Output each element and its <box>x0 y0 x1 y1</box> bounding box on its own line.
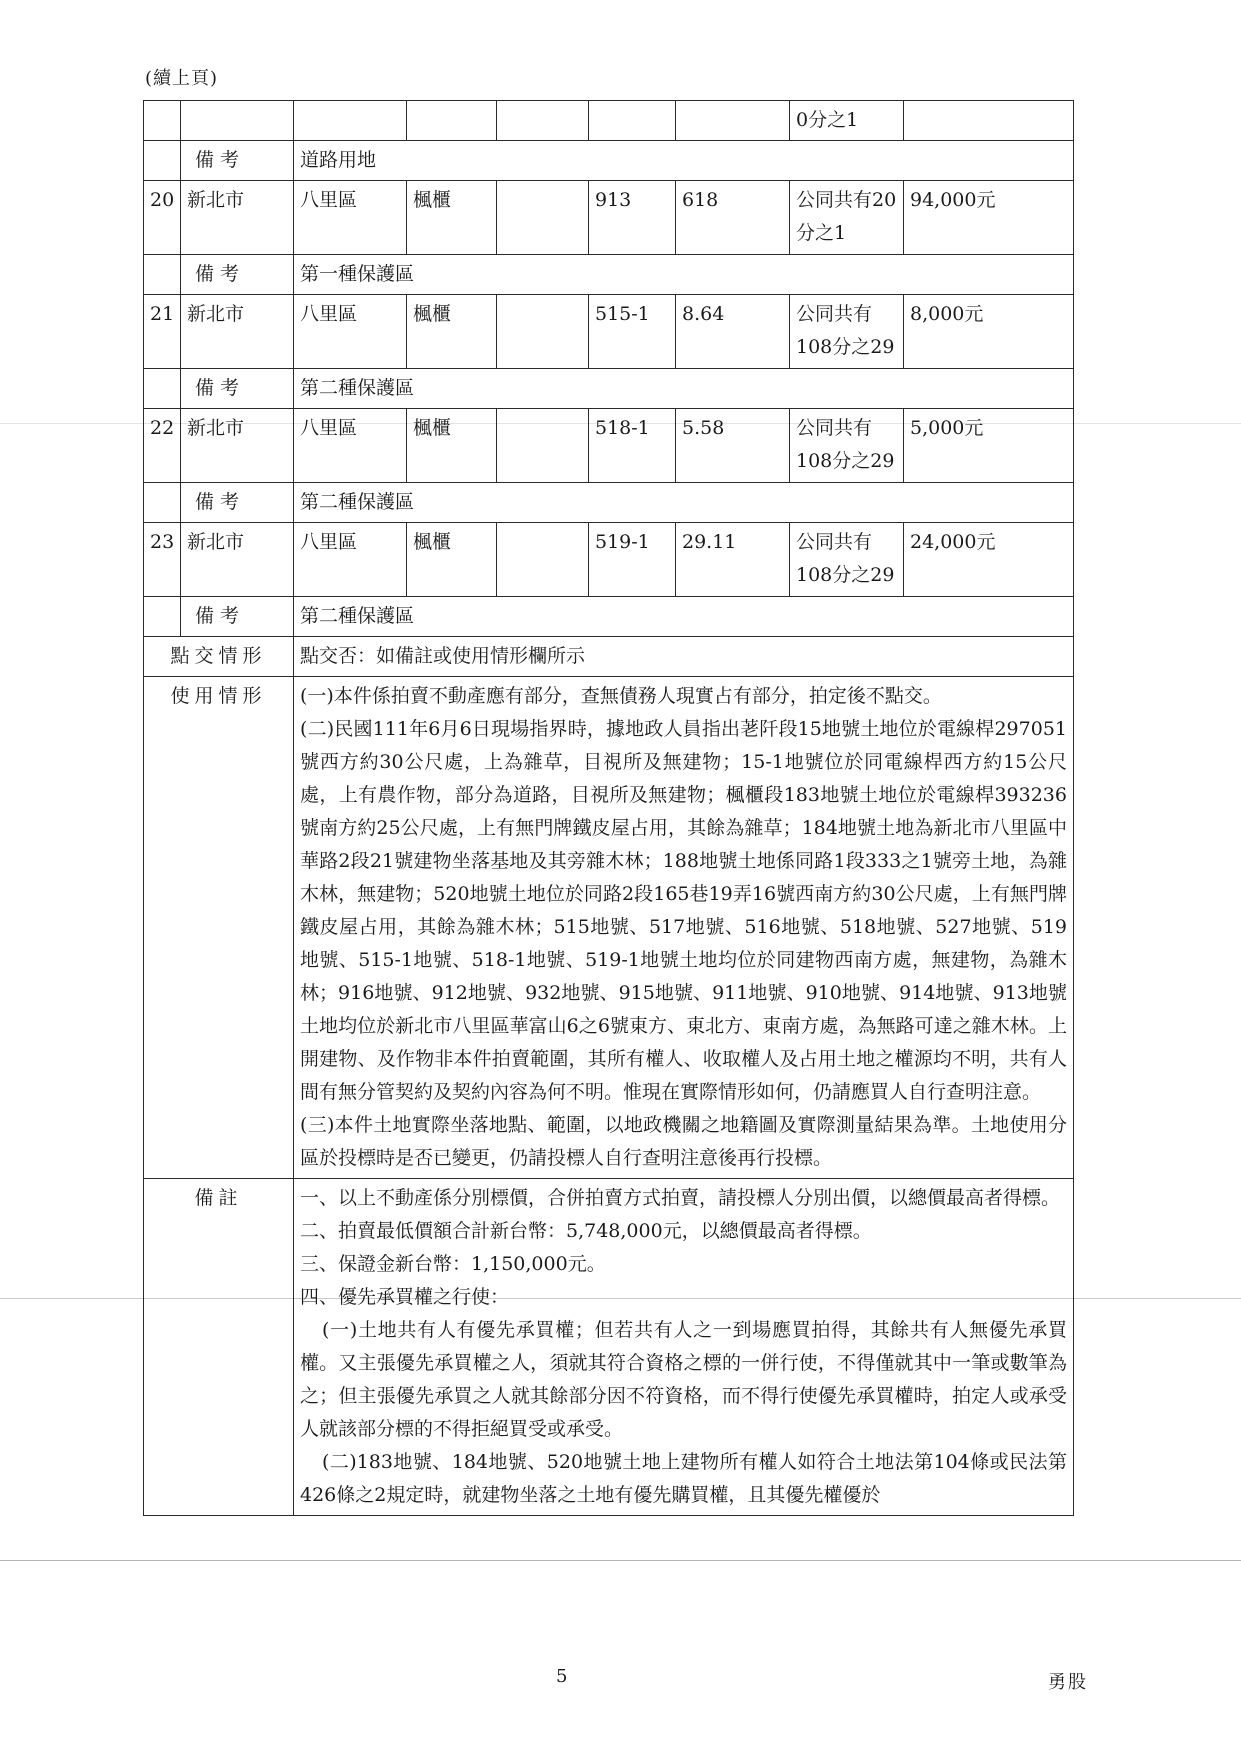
remark-value: 第二種保護區 <box>294 483 1074 523</box>
notes-content <box>294 1179 1074 1516</box>
notes-paragraph: 四、優先承買權之行使： <box>300 1286 510 1308</box>
share-cell: 0分之1 <box>790 101 904 141</box>
notes-paragraph: 三、保證金新台幣：1,150,000元。 <box>300 1253 606 1275</box>
subsection-cell <box>497 409 589 483</box>
city-cell: 新北市 <box>181 181 294 255</box>
district-cell: 八里區 <box>294 181 407 255</box>
section-cell: 楓櫃 <box>407 409 497 483</box>
subsection-cell <box>497 181 589 255</box>
lot-cell: 913 <box>589 181 676 255</box>
remark-label: 備考 <box>181 141 294 181</box>
remark-value: 第二種保護區 <box>294 597 1074 637</box>
handover-label: 點交情形 <box>144 637 294 677</box>
remark-row <box>144 141 1074 181</box>
lot-cell: 515-1 <box>589 295 676 369</box>
remark-value: 第二種保護區 <box>294 369 1074 409</box>
notes-paragraph: 一、以上不動產係分別標價，合併拍賣方式拍賣，請投標人分別出價，以總價最高者得標。 <box>300 1187 1061 1209</box>
division-seal-text: 勇股 <box>1048 1672 1088 1693</box>
district-cell: 八里區 <box>294 295 407 369</box>
price-cell: 8,000元 <box>904 295 1074 369</box>
district-cell: 八里區 <box>294 523 407 597</box>
usage-content <box>294 677 1074 1179</box>
city-cell: 新北市 <box>181 409 294 483</box>
remark-row <box>144 597 1074 637</box>
notes-row <box>144 1179 1074 1516</box>
continued-note: (續上頁) <box>145 68 219 89</box>
row-number: 20 <box>144 181 181 255</box>
row-number: 22 <box>144 409 181 483</box>
handover-row <box>144 637 1074 677</box>
section-cell: 楓櫃 <box>407 181 497 255</box>
remark-label: 備考 <box>181 369 294 409</box>
usage-label: 使用情形 <box>144 677 294 1179</box>
usage-paragraph: (一)本件係拍賣不動產應有部分，查無債務人現實占有部分，拍定後不點交。 <box>300 685 942 707</box>
handover-value: 點交否：如備註或使用情形欄所示 <box>294 637 1074 677</box>
area-cell: 618 <box>676 181 790 255</box>
notes-label: 備註 <box>144 1179 294 1516</box>
row-number: 23 <box>144 523 181 597</box>
share-cell: 公同共有108分之29 <box>790 409 904 483</box>
subsection-cell <box>497 523 589 597</box>
remark-value: 第一種保護區 <box>294 255 1074 295</box>
table-row <box>144 409 1074 483</box>
remark-row <box>144 369 1074 409</box>
usage-paragraph: (三)本件土地實際坐落地點、範圍，以地政機關之地籍圖及實際測量結果為準。土地使用分區於投標時是否已變更，仍請投標人自行查明注意後再行投標。 <box>300 1114 1067 1169</box>
notes-subparagraph: (一)土地共有人有優先承買權；但若共有人之一到場應買拍得，其餘共有人無優先承買權。又主張優先承買權之人，須就其符合資格之標的一併行使，不得僅就其中一筆或數筆為之；但主張優先承買之人就其餘部分因不符資格，而不得行使優先承買權時，拍定人或承受人就該部分標的不得拒絕買受或承受。 <box>300 1319 1067 1440</box>
notes-paragraph: 二、拍賣最低價額合計新台幣：5,748,000元，以總價最高者得標。 <box>300 1220 872 1242</box>
notes-subparagraph: (二)183地號、184地號、520地號土地上建物所有權人如符合土地法第104條或民法第426條之2規定時，就建物坐落之土地有優先購買權，且其優先權優於 <box>300 1451 1067 1506</box>
share-cell: 公同共有108分之29 <box>790 523 904 597</box>
share-cell: 公同共有108分之29 <box>790 295 904 369</box>
city-cell: 新北市 <box>181 523 294 597</box>
price-cell: 24,000元 <box>904 523 1074 597</box>
page-number: 5 <box>556 1666 568 1687</box>
district-cell: 八里區 <box>294 409 407 483</box>
table-row <box>144 101 1074 141</box>
table-row <box>144 181 1074 255</box>
subsection-cell <box>497 295 589 369</box>
area-cell: 29.11 <box>676 523 790 597</box>
price-cell: 5,000元 <box>904 409 1074 483</box>
auction-property-table <box>143 100 1074 1516</box>
scan-artifact-line <box>0 1560 1241 1561</box>
share-cell: 公同共有20分之1 <box>790 181 904 255</box>
remark-label: 備考 <box>181 483 294 523</box>
table-row <box>144 295 1074 369</box>
remark-value: 道路用地 <box>294 141 1074 181</box>
usage-paragraph: (二)民國111年6月6日現場指界時，據地政人員指出荖阡段15地號土地位於電線桿297051號西方約30公尺處，上為雜草，目視所及無建物；15-1地號位於同電線桿西方約15公尺處，上有農作物，部分為道路，目視所及無建物；楓櫃段183地號土地位於電線桿393236號南方約25公尺處，上有無門牌鐵皮屋占用，其餘為雜草；184地號土地為新北市八里區中華路2段21號建物坐落基地及其旁雜木林；188地號土地係同路1段333之1號旁土地，為雜木林，無建物；520地號土地位於同路2段165巷19弄16號西南方約30公尺處，上有無門牌鐵皮屋占用，其餘為雜木林；515地號、517地號、516地號、518地號、527地號、519地號、515-1地號、518-1地號、519-1地號土地均位於同建物西南方處，無建物，為雜木林；916地號、912地號、932地號、915地號、911地號、910地號、914地號、913地號土地均位於新北市八里區華富山6之6號東方、東北方、東南方處，為無路可達之雜木林。上開建物、及作物非本件拍賣範圍，其所有權人、收取權人及占用土地之權源均不明，共有人間有無分管契約及契約內容為何不明。惟現在實際情形如何，仍請應買人自行查明注意。 <box>300 718 1067 1103</box>
row-number: 21 <box>144 295 181 369</box>
remark-label: 備考 <box>181 597 294 637</box>
remark-label: 備考 <box>181 255 294 295</box>
price-cell: 94,000元 <box>904 181 1074 255</box>
lot-cell: 518-1 <box>589 409 676 483</box>
section-cell: 楓櫃 <box>407 523 497 597</box>
area-cell: 5.58 <box>676 409 790 483</box>
usage-row <box>144 677 1074 1179</box>
table-row <box>144 523 1074 597</box>
remark-row <box>144 483 1074 523</box>
area-cell: 8.64 <box>676 295 790 369</box>
lot-cell: 519-1 <box>589 523 676 597</box>
remark-row <box>144 255 1074 295</box>
city-cell: 新北市 <box>181 295 294 369</box>
section-cell: 楓櫃 <box>407 295 497 369</box>
